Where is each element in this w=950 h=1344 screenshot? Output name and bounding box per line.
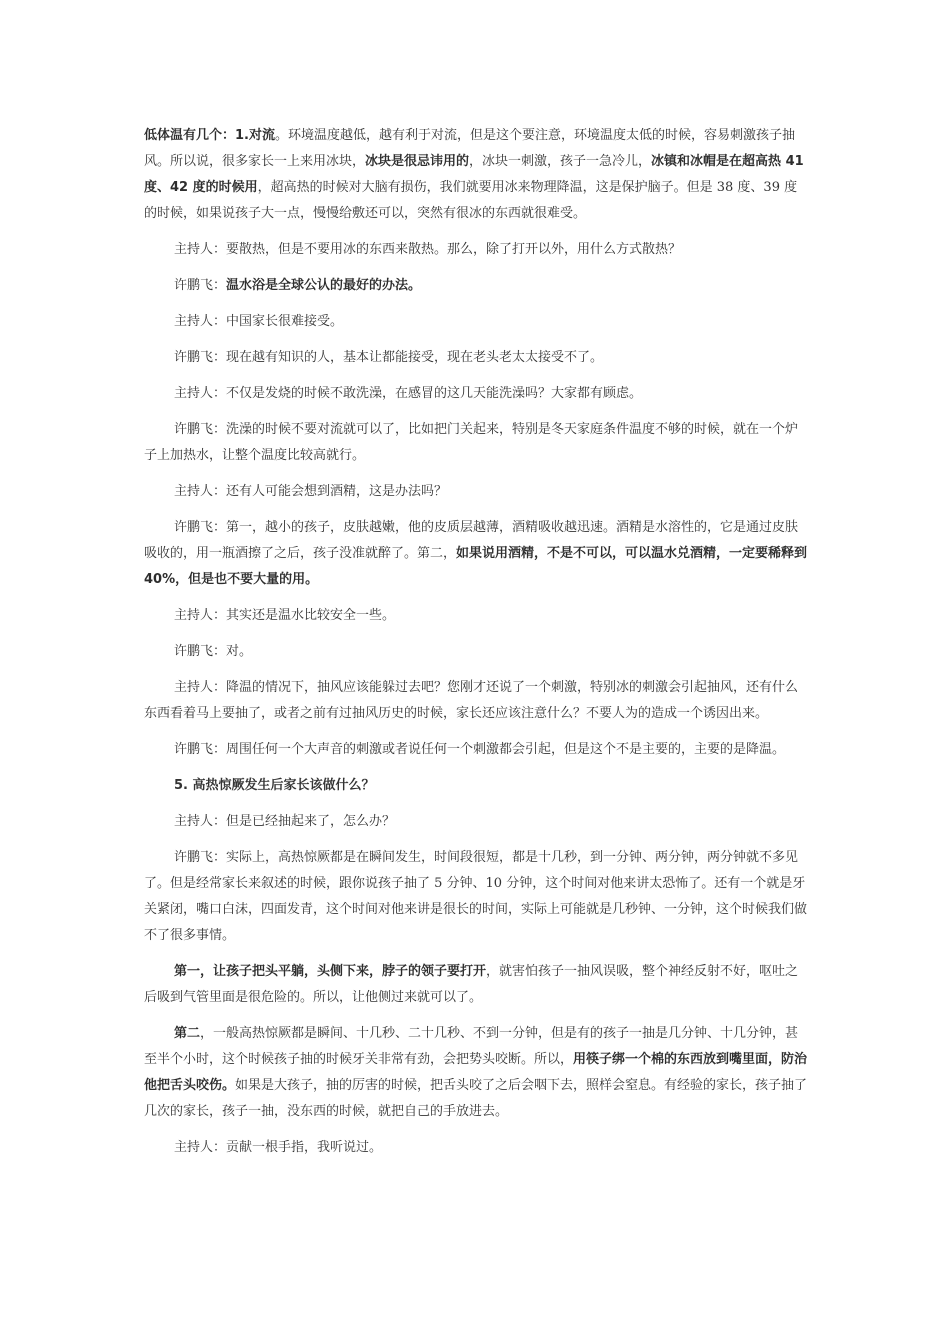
body-text: ，超高热的时候对大脑有损伤，我们就要用冰来物理降温，这是保护脑子。但是 38 度、39 度的时候，如果说孩子大一点，慢慢给敷还可以，突然有很冰的东西就很难受。: [144, 180, 798, 221]
bold-text: 低体温有几个：1.对流: [144, 128, 275, 143]
dialogue-expert: 许鹏飞：洗澡的时候不要对流就可以了，比如把门关起来，特别是冬天家庭条件温度不够的时候，就在一个炉子上加热水，让整个温度比较高就行。: [144, 422, 799, 463]
body-text: ，冰块一刺激，孩子一急冷儿，: [469, 154, 652, 169]
bold-text: 冰块是很忌讳用的: [365, 154, 470, 169]
body-text: ，就害怕孩子一抽风误吸，整个神经反射不好，呕吐之后吸到气管里面是很危险的。所以，让他侧过来就可以了。: [144, 964, 799, 1005]
bold-text: 温水浴是全球公认的最好的办法。: [226, 278, 422, 293]
body-text: 许鹏飞：: [174, 278, 227, 293]
dialogue-host: 主持人：降温的情况下，抽风应该能躲过去吧？您刚才还说了一个刺激，特别冰的刺激会引起抽风，还有什么东西看着马上要抽了，或者之前有过抽风历史的时候，家长还应该注意什么？不要人为的造成一个诱因出来。: [144, 680, 799, 721]
dialogue-host: 主持人：中国家长很难接受。: [174, 314, 344, 329]
bold-text: 用筷子绑一个棉的东西放到嘴里面，防治他把舌头咬伤。: [144, 1052, 808, 1093]
paragraph-cooling-methods: [144, 123, 808, 227]
dialogue-expert: [144, 273, 808, 299]
dialogue-host: 主持人：要散热，但是不要用冰的东西来散热。那么，除了打开以外，用什么方式散热？: [174, 242, 682, 257]
dialogue-host: 主持人：贡献一根手指，我听说过。: [174, 1140, 383, 1155]
body-text: 。环境温度越低，越有利于对流，但是这个要注意，环境温度太低的时候，容易刺激孩子抽风。所以说，很多家长一上来用冰块，: [144, 128, 795, 169]
dialogue-expert: 许鹏飞：现在越有知识的人，基本让都能接受，现在老头老太太接受不了。: [174, 350, 604, 365]
dialogue-host: 主持人：其实还是温水比较安全一些。: [174, 608, 396, 623]
body-text: ，一般高热惊厥都是瞬间、十几秒、二十几秒、不到一分钟，但是有的孩子一抽是几分钟、十几分钟，甚至半个小时，这个时候孩子抽的时候牙关非常有劲，会把势头咬断。所以，: [144, 1026, 799, 1067]
body-text: 如果是大孩子，抽的厉害的时候，把舌头咬了之后会咽下去，照样会窒息。有经验的家长，孩子抽了几次的家长，孩子一抽，没东西的时候，就把自己的手放进去。: [144, 1078, 808, 1119]
dialogue-expert: 许鹏飞：周围任何一个大声音的刺激或者说任何一个刺激都会引起，但是这个不是主要的，主要的是降温。: [174, 742, 786, 757]
bold-text: 冰镇和冰帽是在超高热 41 度、42 度的时候用: [144, 154, 804, 195]
bold-text: 第二: [174, 1026, 201, 1041]
document-body: [144, 123, 808, 1171]
bold-text: 如果说用酒精，不是不可以，可以温水兑酒精，一定要稀释到 40%，但是也不要大量的用。: [144, 546, 808, 587]
paragraph-step-one: [144, 959, 808, 1011]
bold-text: 第一，让孩子把头平躺，头侧下来，脖子的领子要打开: [174, 964, 487, 979]
dialogue-expert: [144, 515, 808, 593]
dialogue-expert: 许鹏飞：对。: [174, 644, 253, 659]
section-heading: 5. 高热惊厥发生后家长该做什么？: [174, 778, 375, 793]
dialogue-expert: 许鹏飞：实际上，高热惊厥都是在瞬间发生，时间段很短，都是十几秒，到一分钟、两分钟，两分钟就不多见了。但是经常家长来叙述的时候，跟你说孩子抽了 5 分钟、10 分钟，这个时间对他来讲太恐怖了。还有一个就是牙关紧闭，嘴口白沫，四面发青，这个时间对他来讲是很长的时间，实际上可能就是几秒钟、一分钟，这个时候我们做不了很多事情。: [144, 850, 808, 943]
paragraph-step-two: [144, 1021, 808, 1125]
dialogue-host: 主持人：但是已经抽起来了，怎么办？: [174, 814, 396, 829]
dialogue-host: 主持人：不仅是发烧的时候不敢洗澡，在感冒的这几天能洗澡吗？大家都有顾虑。: [174, 386, 643, 401]
dialogue-host: 主持人：还有人可能会想到酒精，这是办法吗？: [174, 484, 448, 499]
body-text: 许鹏飞：第一，越小的孩子，皮肤越嫩，他的皮质层越薄，酒精吸收越迅速。酒精是水溶性的，它是通过皮肤吸收的，用一瓶酒擦了之后，孩子没准就醉了。第二，: [144, 520, 799, 561]
